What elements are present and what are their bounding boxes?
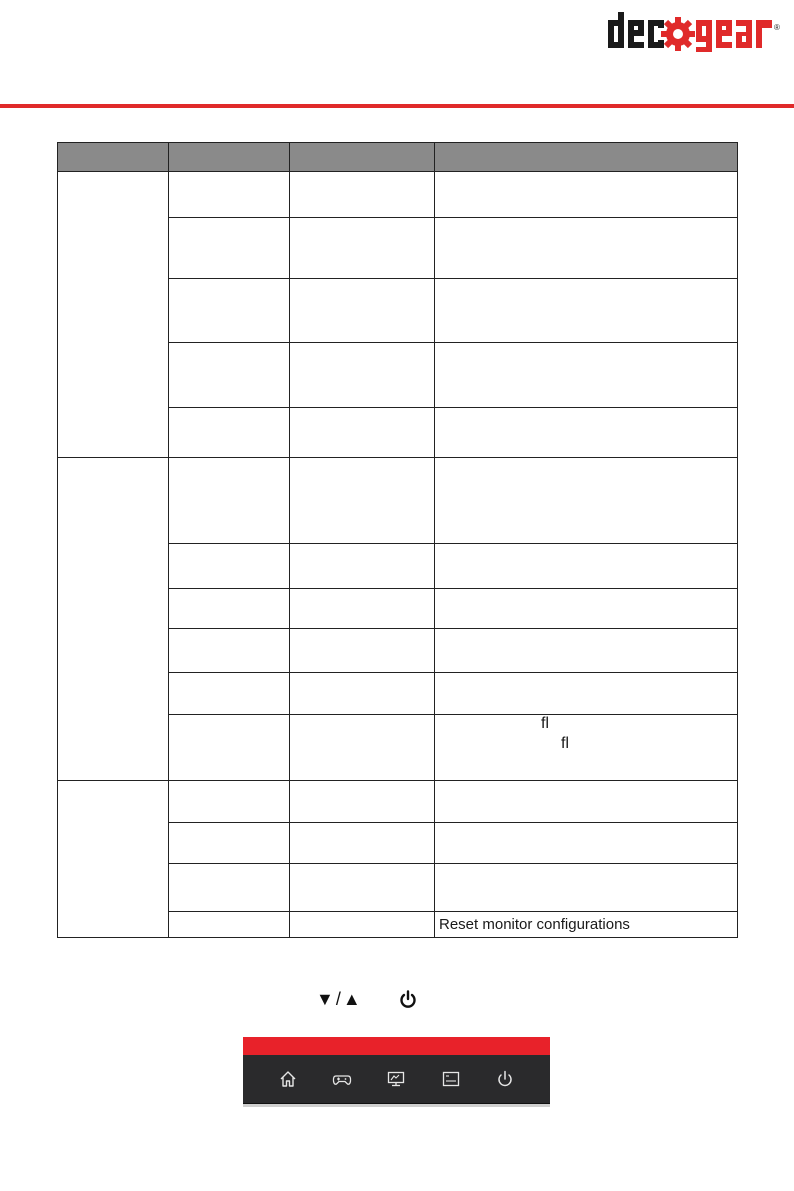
home-icon[interactable] bbox=[278, 1069, 298, 1089]
description-cell bbox=[435, 172, 738, 218]
item-cell bbox=[169, 629, 290, 673]
description-cell bbox=[435, 458, 738, 544]
settings-table bbox=[57, 142, 738, 938]
description-cell bbox=[435, 544, 738, 589]
option-cell bbox=[290, 589, 435, 629]
category-cell bbox=[58, 458, 169, 781]
display-mode-icon[interactable] bbox=[441, 1069, 461, 1089]
header-rule bbox=[0, 104, 794, 108]
power-icon[interactable] bbox=[495, 1069, 515, 1089]
description-cell bbox=[435, 823, 738, 864]
table-row bbox=[58, 458, 738, 544]
item-cell bbox=[169, 912, 290, 938]
item-cell bbox=[169, 408, 290, 458]
ligature-glyph: ﬂ bbox=[541, 715, 549, 732]
description-cell bbox=[435, 864, 738, 912]
item-cell bbox=[169, 544, 290, 589]
item-cell bbox=[169, 864, 290, 912]
option-cell bbox=[290, 458, 435, 544]
table-row bbox=[58, 172, 738, 218]
bar-bottom-edge bbox=[243, 1103, 550, 1107]
table-row bbox=[58, 781, 738, 823]
option-cell bbox=[290, 408, 435, 458]
description-cell bbox=[435, 781, 738, 823]
description-cell bbox=[435, 408, 738, 458]
table-header-row bbox=[58, 143, 738, 172]
description-cell bbox=[435, 279, 738, 343]
registered-mark: ® bbox=[774, 23, 780, 32]
description-cell bbox=[435, 673, 738, 715]
header-cell bbox=[435, 143, 738, 172]
separator: / bbox=[335, 988, 341, 1009]
description-cell bbox=[435, 589, 738, 629]
option-cell bbox=[290, 629, 435, 673]
item-cell bbox=[169, 781, 290, 823]
option-cell bbox=[290, 218, 435, 279]
item-cell bbox=[169, 172, 290, 218]
option-cell bbox=[290, 781, 435, 823]
control-symbols bbox=[316, 984, 417, 1014]
down-arrow-icon: ▼ bbox=[316, 988, 334, 1009]
monitor-icon[interactable] bbox=[386, 1069, 406, 1089]
item-cell bbox=[169, 279, 290, 343]
category-cell bbox=[58, 172, 169, 458]
item-cell bbox=[169, 458, 290, 544]
up-arrow-icon: ▲ bbox=[342, 988, 361, 1009]
description-cell bbox=[435, 343, 738, 408]
item-cell bbox=[169, 589, 290, 629]
category-cell bbox=[58, 781, 169, 938]
option-cell bbox=[290, 715, 435, 781]
gear-icon bbox=[661, 17, 695, 51]
option-cell bbox=[290, 172, 435, 218]
bar-button-row bbox=[243, 1055, 550, 1103]
logo-text-dec bbox=[608, 12, 664, 48]
option-cell bbox=[290, 343, 435, 408]
header-cell bbox=[290, 143, 435, 172]
item-cell bbox=[169, 715, 290, 781]
header-cell bbox=[169, 143, 290, 172]
option-cell bbox=[290, 673, 435, 715]
reset-description: Reset monitor configurations bbox=[435, 912, 738, 938]
option-cell bbox=[290, 544, 435, 589]
item-cell bbox=[169, 343, 290, 408]
item-cell bbox=[169, 218, 290, 279]
item-cell bbox=[169, 673, 290, 715]
option-cell bbox=[290, 279, 435, 343]
logo-text-gear bbox=[696, 20, 772, 52]
power-icon bbox=[399, 990, 417, 1008]
ligature-glyph: ﬂ bbox=[561, 735, 569, 752]
description-cell bbox=[435, 218, 738, 279]
gamepad-icon[interactable] bbox=[332, 1069, 352, 1089]
header-cell bbox=[58, 143, 169, 172]
option-cell bbox=[290, 823, 435, 864]
option-cell bbox=[290, 864, 435, 912]
deco-gear-logo bbox=[604, 8, 786, 56]
bar-accent-strip bbox=[243, 1037, 550, 1055]
item-cell bbox=[169, 823, 290, 864]
option-cell bbox=[290, 912, 435, 938]
description-cell bbox=[435, 715, 738, 781]
description-cell bbox=[435, 629, 738, 673]
monitor-button-bar bbox=[243, 1037, 550, 1107]
